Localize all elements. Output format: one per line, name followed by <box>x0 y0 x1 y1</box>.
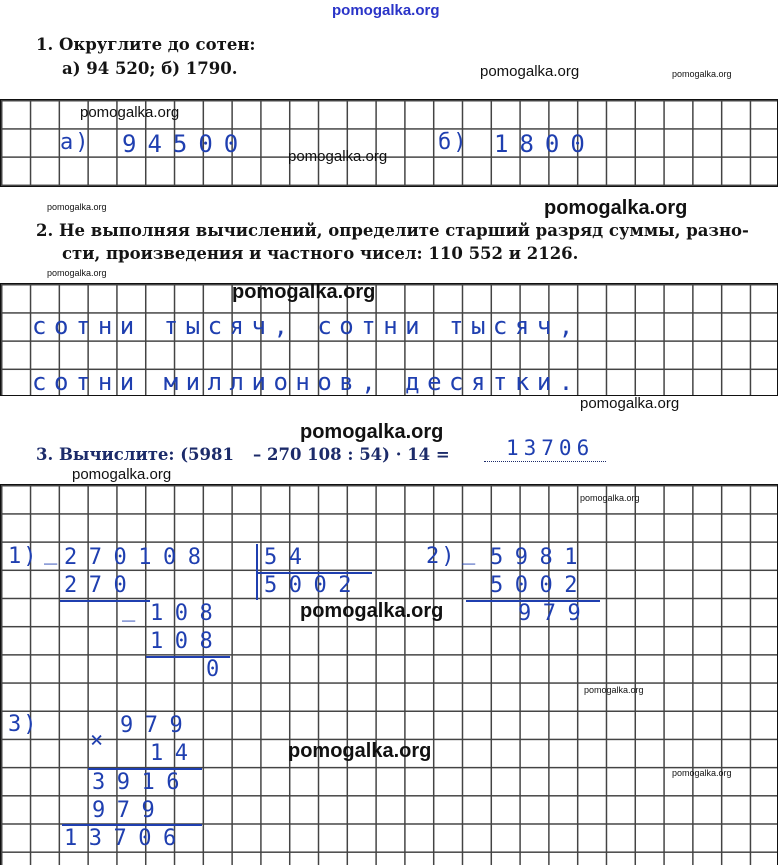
multiplication-sign: × <box>90 728 104 753</box>
task1-answer-a: 94500 <box>122 130 250 158</box>
division-minus-sign: _ <box>44 540 58 565</box>
watermark: pomogalka.org <box>580 395 680 412</box>
division-dividend: 270108 <box>64 545 213 570</box>
watermark: pomogalka.org <box>300 600 444 622</box>
step3-label: 3) <box>8 712 39 737</box>
multiplication-factor-a: 979 <box>120 713 195 738</box>
watermark: pomogalka.org <box>672 768 732 778</box>
watermark: pomogalka.org <box>47 268 107 278</box>
task1-answer-b-label: б) <box>438 130 469 155</box>
watermark: pomogalka.org <box>672 69 732 79</box>
task1-answer-b: 1800 <box>494 130 596 158</box>
watermark: pomogalka.org <box>80 104 180 121</box>
task1-values: а) 94 520; б) 1790. <box>62 59 238 78</box>
watermark: pomogalka.org <box>47 202 107 212</box>
division-subtrahend-1: 270 <box>64 573 139 598</box>
watermark-top: pomogalka.org <box>332 2 440 19</box>
watermark: pomogalka.org <box>480 63 580 80</box>
subtraction-minuend: 5981 <box>490 545 589 570</box>
division-remainder-1: 108 <box>150 601 225 626</box>
multiplication-partial-1: 3916 <box>92 770 191 795</box>
task3-expression-start: 3. Вычислите: (5981 <box>36 445 234 464</box>
task2-row1: сотни тысяч, сотни тысяч, <box>32 312 581 340</box>
subtraction-minus-sign: _ <box>462 540 476 565</box>
multiplication-result: 13706 <box>64 826 188 851</box>
task2-row2: сотни миллионов, десятки. <box>32 368 581 396</box>
division-remainder-2: 0 <box>206 657 231 682</box>
watermark: pomogalka.org <box>580 493 640 503</box>
step2-label: 2) <box>426 544 457 569</box>
task2-line2: сти, произведения и частного чисел: 110 552 и 2126. <box>62 244 579 263</box>
watermark: pomogalka.org <box>584 685 644 695</box>
multiplication-partial-2: 979 <box>92 798 167 823</box>
subtraction-subtrahend: 5002 <box>490 573 589 598</box>
watermark: pomogalka.org <box>544 197 688 219</box>
task2-line1: 2. Не выполняя вычислений, определите старший разряд суммы, разно- <box>36 221 749 240</box>
step1-label: 1) <box>8 544 39 569</box>
task1-title: 1. Округлите до сотен: <box>36 35 256 54</box>
watermark: pomogalka.org <box>288 148 388 165</box>
multiplication-factor-b: 14 <box>150 741 200 766</box>
task3-answer-underline <box>484 461 606 462</box>
division-quotient: 5002 <box>264 573 363 598</box>
watermark: pomogalka.org <box>72 466 172 483</box>
task3-expression-end: – 270 108 : 54) · 14 = <box>253 445 450 464</box>
task1-answer-a-label: а) <box>60 130 91 155</box>
division-divisor: 54 <box>264 545 314 570</box>
watermark: pomogalka.org <box>300 421 444 443</box>
subtraction-result: 979 <box>518 601 593 626</box>
division-minus-sign-2: _ <box>122 597 136 622</box>
division-line-1 <box>60 600 150 602</box>
division-subtrahend-2: 108 <box>150 629 225 654</box>
watermark: pomogalka.org <box>288 740 432 762</box>
watermark: pomogalka.org <box>232 281 376 303</box>
task3-answer: 13706 <box>506 436 595 460</box>
